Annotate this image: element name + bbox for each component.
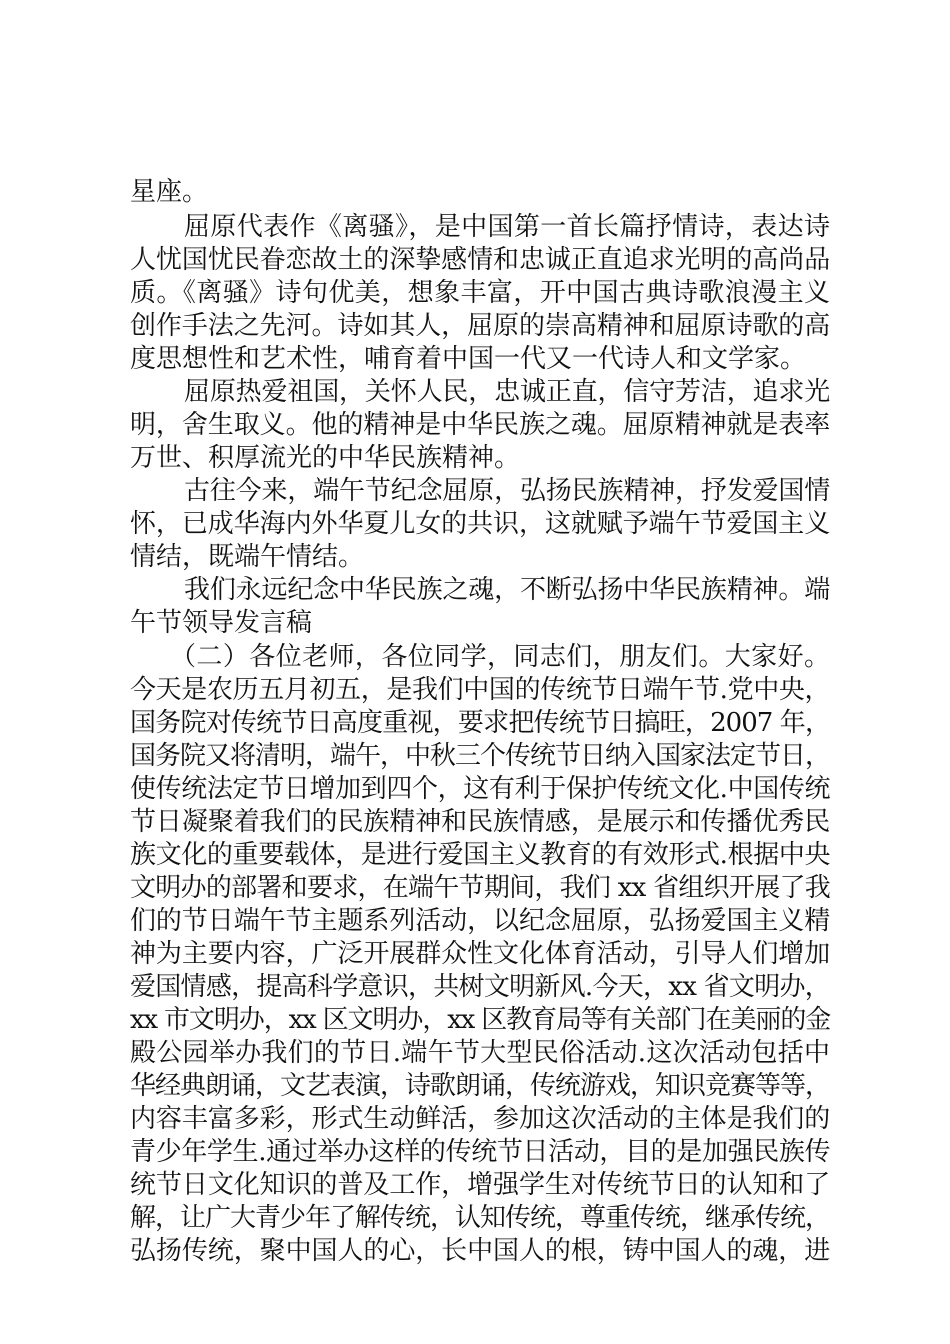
text-line-31: 统节日文化知识的普及工作，增强学生对传统节日的认知和了 xyxy=(130,1170,830,1200)
text-line-27: 殿公园举办我们的节日.端午节大型民俗活动.这次活动包括中 xyxy=(130,1038,830,1068)
text-line-11: 怀，已成华海内外华夏儿女的共识，这就赋予端午节爱国主义 xyxy=(130,509,830,539)
text-line-20: 节日凝聚着我们的民族精神和民族情感，是展示和传播优秀民 xyxy=(130,807,830,837)
text-line-7: 屈原热爱祖国，关怀人民，忠诚正直，信守芳洁，追求光 xyxy=(184,377,830,407)
text-line-14: 午节领导发言稿 xyxy=(130,608,313,638)
text-line-22: 文明办的部署和要求，在端午节期间，我们 xx 省组织开展了我 xyxy=(130,873,830,903)
text-line-29: 内容丰富多彩，形式生动鲜活，参加这次活动的主体是我们的 xyxy=(130,1104,830,1134)
text-line-6: 度思想性和艺术性，哺育着中国一代又一代诗人和文学家。 xyxy=(130,344,807,374)
text-line-2: 屈原代表作《离骚》，是中国第一首长篇抒情诗，表达诗 xyxy=(184,212,830,242)
text-line-25: 爱国情感，提高科学意识，共树文明新风.今天，xx 省文明办， xyxy=(130,972,830,1002)
text-line-30: 青少年学生.通过举办这样的传统节日活动，目的是加强民族传 xyxy=(130,1137,830,1167)
text-line-32: 解，让广大青少年了解传统，认知传统，尊重传统，继承传统， xyxy=(130,1203,831,1233)
text-line-13: 我们永远纪念中华民族之魂，不断弘扬中华民族精神。端 xyxy=(184,575,830,605)
text-line-5: 创作手法之先河。诗如其人，屈原的崇高精神和屈原诗歌的高 xyxy=(130,311,830,341)
text-line-4: 质。《离骚》诗句优美，想象丰富，开中国古典诗歌浪漫主义 xyxy=(130,278,830,308)
text-line-23: 们的节日端午节主题系列活动，以纪念屈原，弘扬爱国主义精 xyxy=(130,906,830,936)
text-line-24: 神为主要内容，广泛开展群众性文化体育活动，引导人们增加 xyxy=(130,939,830,969)
text-line-15: （二）各位老师，各位同学，同志们，朋友们。大家好。 xyxy=(170,642,830,672)
text-line-28: 华经典朗诵，文艺表演，诗歌朗诵，传统游戏，知识竞赛等等， xyxy=(130,1071,831,1101)
text-line-8: 明，舍生取义。他的精神是中华民族之魂。屈原精神就是表率 xyxy=(130,410,830,440)
text-line-3: 人忧国忧民眷恋故土的深挚感情和忠诚正直追求光明的高尚品 xyxy=(130,245,830,275)
text-line-26: xx 市文明办，xx 区文明办，xx 区教育局等有关部门在美丽的金 xyxy=(130,1005,830,1035)
text-line-9: 万世、积厚流光的中华民族精神。 xyxy=(130,443,521,473)
text-line-1: 星座。 xyxy=(130,177,209,207)
text-line-16: 今天是农历五月初五，是我们中国的传统节日端午节.党中央， xyxy=(130,675,830,705)
text-line-10: 古往今来，端午节纪念屈原，弘扬民族精神，抒发爱国情 xyxy=(184,476,830,506)
text-line-12: 情结，既端午情结。 xyxy=(130,542,365,572)
text-line-18: 国务院又将清明，端午，中秋三个传统节日纳入国家法定节日， xyxy=(130,741,831,771)
text-line-21: 族文化的重要载体，是进行爱国主义教育的有效形式.根据中央 xyxy=(130,840,830,870)
text-line-17: 国务院对传统节日高度重视，要求把传统节日搞旺，2007 年， xyxy=(130,708,830,738)
text-line-33: 弘扬传统，聚中国人的心，长中国人的根，铸中国人的魂，进 xyxy=(130,1236,830,1266)
text-line-19: 使传统法定节日增加到四个，这有利于保护传统文化.中国传统 xyxy=(130,774,830,804)
